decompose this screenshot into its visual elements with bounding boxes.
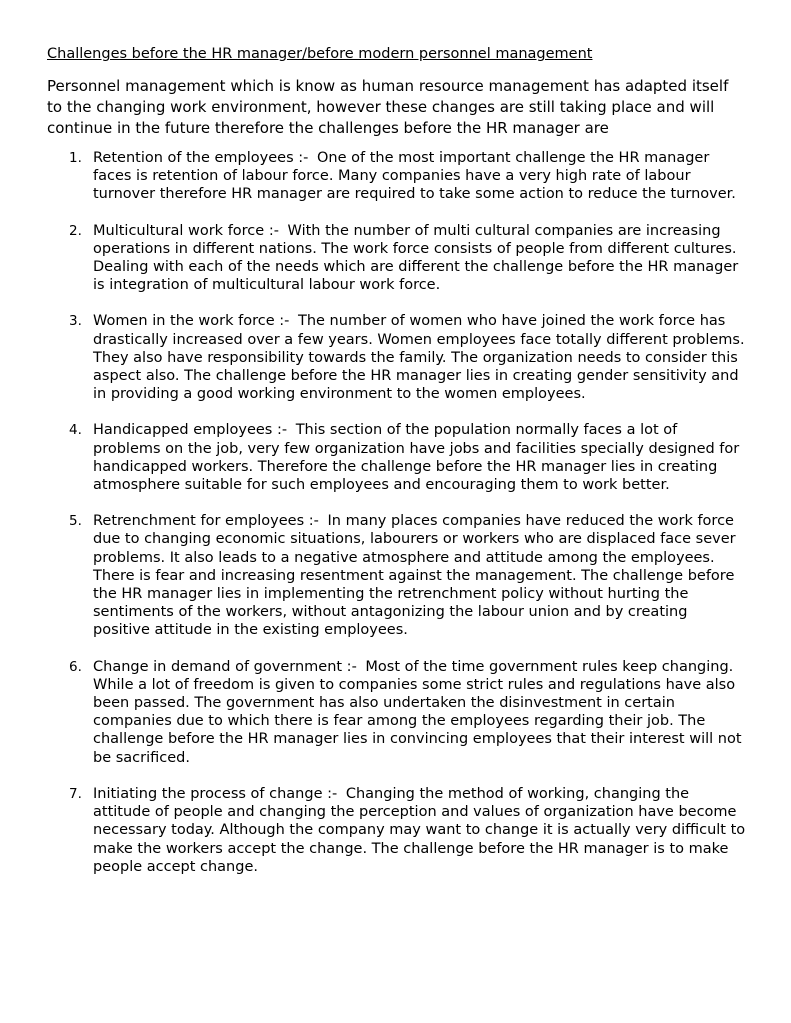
list-item-label: Initiating the process of change :- xyxy=(93,785,338,802)
document-title: Challenges before the HR manager/before modern personnel management xyxy=(47,46,593,62)
list-item-number: 3. xyxy=(69,313,82,330)
list-item xyxy=(47,512,747,639)
intro-paragraph: Personnel management which is know as human resource management has adapted itself to the changing work environment, however these changes are still taking place and will continue in the future therefore the challenges before the HR manager are xyxy=(47,77,729,137)
list-item-text: Changing the method of working, changing the attitude of people and changing the perception and values of organization have become necessary today. Although the company may want to change it is actually very difficult to make the workers accept the change. The challenge before the HR manager is to make people accept change. xyxy=(93,785,746,875)
list-item-number: 5. xyxy=(69,513,82,530)
list-item xyxy=(47,149,747,204)
list-item-label: Handicapped employees :- xyxy=(93,422,288,439)
list-item-label: Retrenchment for employees :- xyxy=(93,513,319,530)
challenges-list xyxy=(47,149,747,876)
list-item xyxy=(47,421,747,494)
list-item-label: Women in the work force :- xyxy=(93,313,290,330)
list-item-text: This section of the population normally faces a lot of problems on the job, very few organization have jobs and facilities specially designed for handicapped workers. Therefore the challenge before the HR manager lies in creating atmosphere suitable for such employees and encouraging them to work better. xyxy=(93,422,740,494)
list-item-label: Change in demand of government :- xyxy=(93,658,357,675)
list-item-text: In many places companies have reduced the work force due to changing economic situations, labourers or workers who are displaced face sever problems. It also leads to a negative atmosphere and attitude among the employees. There is fear and increasing resentment against the management. The challenge before the HR manager lies in implementing the retrenchment policy without hurting the sentiments of the workers, without antagonizing the labour union and by creating positive attitude in the existing employees. xyxy=(93,513,736,639)
list-item-number: 1. xyxy=(69,150,82,166)
list-item-number: 6. xyxy=(69,658,82,675)
list-item xyxy=(47,312,747,403)
list-item-number: 4. xyxy=(69,422,82,439)
list-item-number: 2. xyxy=(69,222,82,239)
list-item-label: Retention of the employees :- xyxy=(93,150,309,166)
list-item-text: The number of women who have joined the work force has drastically increased over a few years. Women employees face totally different problems. They also have responsibility towards the family. The organization needs to consider this aspect also. The challenge before the HR manager lies in creating gender sensitivity and in providing a good working environment to the women employees. xyxy=(93,313,745,403)
list-item xyxy=(47,658,747,767)
list-item xyxy=(47,785,747,876)
list-item xyxy=(47,222,747,295)
list-item-text: One of the most important challenge the HR manager faces is retention of labour force. Many companies have a very high rate of labour turnover therefore HR manager are required to take some action to reduce the turnover. xyxy=(93,150,736,203)
list-item-label: Multicultural work force :- xyxy=(93,222,279,239)
document-page xyxy=(47,44,747,894)
list-item-number: 7. xyxy=(69,785,82,802)
list-item-text: Most of the time government rules keep changing. While a lot of freedom is given to companies some strict rules and regulations have also been passed. The government has also undertaken the disinvestment in certain companies due to which there is fear among the employees regarding their job. The challenge before the HR manager lies in convincing employees that their interest will not be sacrificed. xyxy=(93,658,742,766)
list-item-text: With the number of multi cultural companies are increasing operations in different nations. The work force consists of people from different cultures. Dealing with each of the needs which are different the challenge before the HR manager is integration of multicultural labour work force. xyxy=(93,222,739,294)
